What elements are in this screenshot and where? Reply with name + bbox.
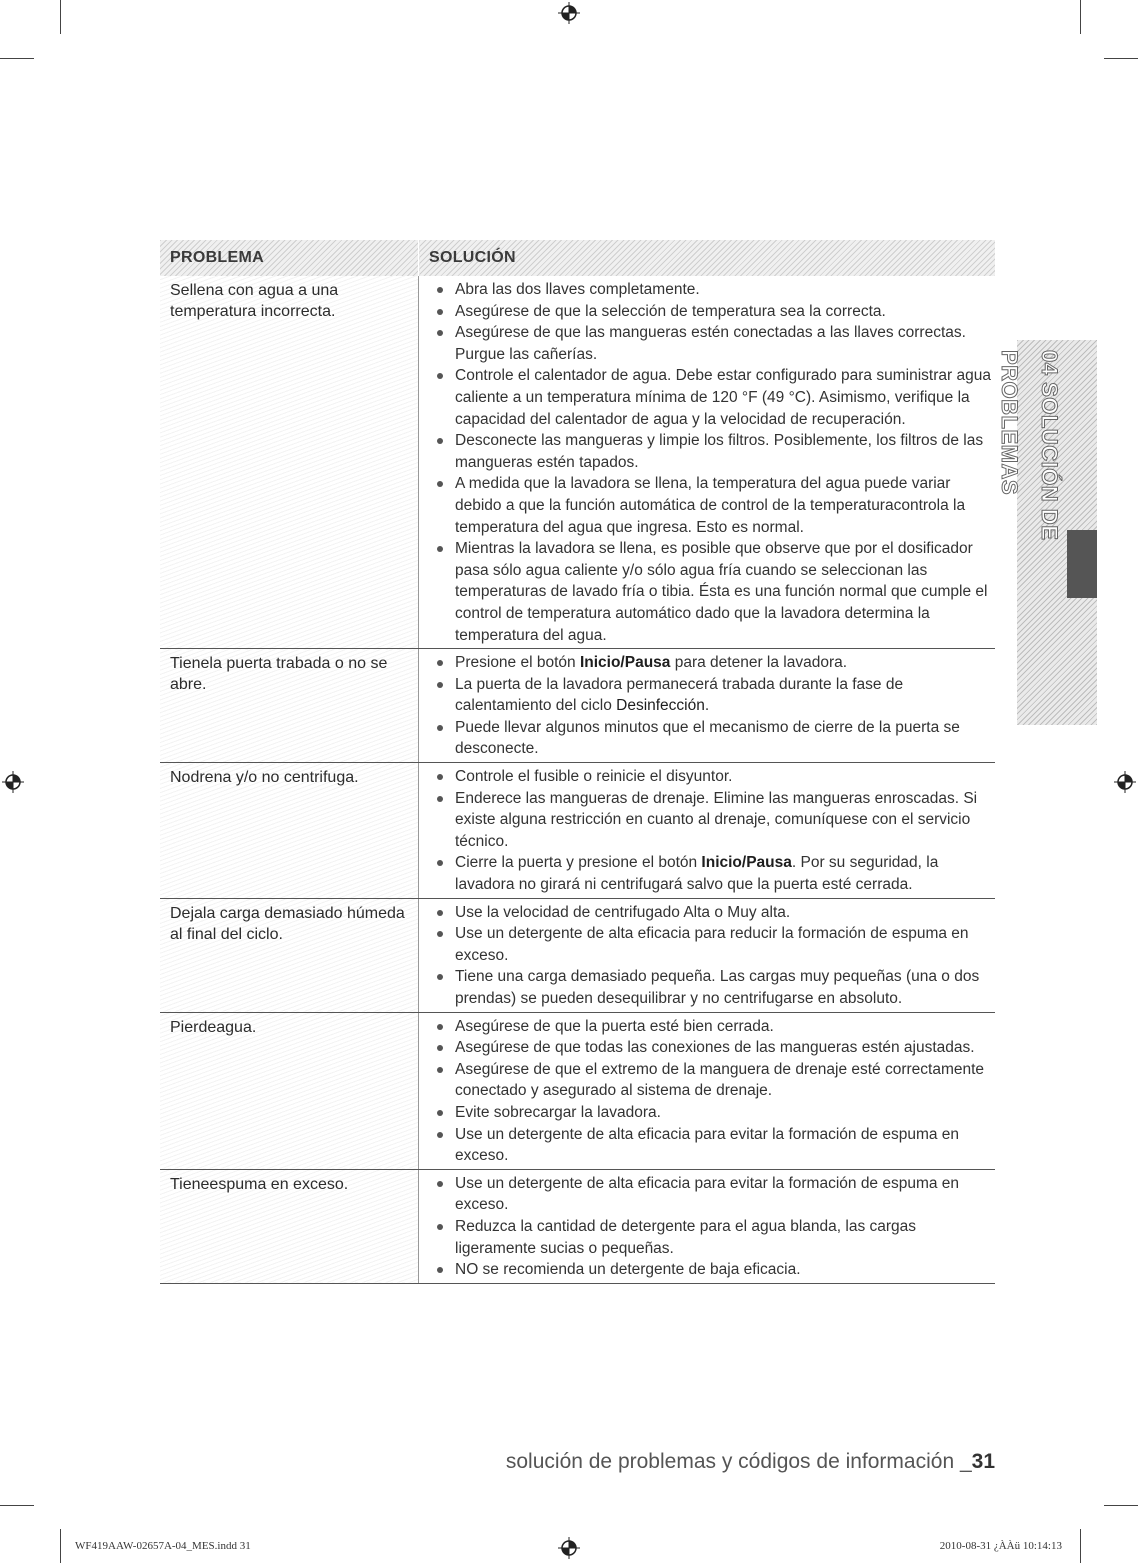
list-item: Use un detergente de alta eficacia para reducir la formación de espuma en exceso.	[433, 923, 991, 966]
solution-list	[433, 652, 991, 760]
table-header-row	[160, 240, 995, 276]
list-item: Asegúrese de que la selección de temperatura sea la correcta.	[433, 301, 991, 323]
list-item: Enderece las mangueras de drenaje. Elimine las mangueras enroscadas. Si existe alguna restricción en cuanto al drenaje, comuníquese con el servicio técnico.	[433, 788, 991, 853]
table-row	[160, 1169, 995, 1283]
solution-cell	[419, 763, 996, 899]
table-row	[160, 898, 995, 1012]
header-problem: PROBLEMA	[160, 240, 419, 276]
list-item: Reduzca la cantidad de detergente para el agua blanda, las cargas ligeramente sucias o pequeñas.	[433, 1216, 991, 1259]
item-text: Asegúrese de que las mangueras estén conectadas a las llaves correctas.	[455, 324, 966, 342]
list-item: Use un detergente de alta eficacia para evitar la formación de espuma en exceso.	[433, 1173, 991, 1216]
crop-mark	[60, 1529, 61, 1563]
list-item: Asegúrese de que la puerta esté bien cerrada.	[433, 1016, 991, 1038]
chapter-side-tab	[997, 340, 1097, 725]
list-item: A medida que la lavadora se llena, la temperatura del agua puede variar debido a que la función automática de control de la temperaturacontrola la temperatura del agua que ingresa. Esto es normal.	[433, 473, 991, 538]
problem-cell: Dejala carga demasiado húmeda al final del ciclo.	[160, 898, 419, 1012]
list-item	[433, 652, 991, 674]
troubleshooting-table	[160, 240, 995, 1284]
item-text: Cierre la puerta y presione el botón	[455, 854, 702, 872]
solution-list	[433, 766, 991, 896]
table-row	[160, 1012, 995, 1169]
header-solution: SOLUCIÓN	[419, 240, 996, 276]
table-row	[160, 649, 995, 763]
print-slug-file: WF419AAW-02657A-04_MES.indd 31	[75, 1540, 251, 1552]
solution-cell	[419, 898, 996, 1012]
registration-mark-icon	[558, 1537, 580, 1559]
registration-mark-icon	[2, 771, 24, 793]
solution-list	[433, 1016, 991, 1167]
solution-list	[433, 279, 991, 646]
list-item: Puede llevar algunos minutos que el mecanismo de cierre de la puerta se desconecte.	[433, 717, 991, 760]
item-text: .	[704, 697, 710, 715]
solution-cell	[419, 1012, 996, 1169]
list-item: Use un detergente de alta eficacia para evitar la formación de espuma en exceso.	[433, 1124, 991, 1167]
list-item: Abra las dos llaves completamente.	[433, 279, 991, 301]
item-continuation: Purgue las cañerías.	[455, 345, 598, 363]
page-number: 31	[971, 1450, 995, 1473]
problem-cell: Sellena con agua a una temperatura incorrecta.	[160, 276, 419, 649]
solution-list	[433, 902, 991, 1010]
problem-cell: Tieneespuma en exceso.	[160, 1169, 419, 1283]
list-item: Mientras la lavadora se llena, es posible que observe que por el dosificador pasa sólo agua caliente y/o sólo agua fría cuando se seleccionan las temperaturas de lavado fría o tibia. Ésta es una función normal que cumple el control de temperatura automático dado que la lavadora determina la temperatura del agua.	[433, 538, 991, 646]
button-name-inicio-pausa: Inicio/Pausa	[701, 854, 792, 872]
solution-cell	[419, 1169, 996, 1283]
crop-mark	[60, 0, 61, 34]
chapter-tab-label: 04 SOLUCIÓN DE PROBLEMAS	[997, 350, 1062, 541]
solution-cell	[419, 276, 996, 649]
chapter-tab-marker	[1067, 530, 1097, 598]
crop-mark	[1104, 58, 1138, 59]
item-text: La puerta de la lavadora permanecerá trabada durante la fase de calentamiento del ciclo	[455, 675, 904, 715]
item-text: Presione el botón	[455, 654, 580, 672]
list-item	[433, 852, 991, 895]
table-row	[160, 276, 995, 649]
footer-text: solución de problemas y códigos de información _	[505, 1450, 972, 1473]
crop-mark	[1080, 0, 1081, 34]
list-item: Desconecte las mangueras y limpie los filtros. Posiblemente, los filtros de las mangueras estén tapados.	[433, 430, 991, 473]
list-item: Asegúrese de que el extremo de la manguera de drenaje esté correctamente conectado y asegurado al sistema de drenaje.	[433, 1059, 991, 1102]
item-text: . Por su seguridad, la lavadora no girará ni centrifugará salvo que la puerta esté cerrada.	[455, 854, 939, 894]
list-item: Asegúrese de que todas las conexiones de las mangueras estén ajustadas.	[433, 1037, 991, 1059]
list-item: Controle el fusible o reinicie el disyuntor.	[433, 766, 991, 788]
list-item: Controle el calentador de agua. Debe estar configurado para suministrar agua caliente a un temperatura mínima de 120 °F (49 °C). Asimismo, verifique la capacidad del calentador de agua y la velocidad de recuperación.	[433, 365, 991, 430]
list-item	[433, 674, 991, 717]
problem-cell: Pierdeagua.	[160, 1012, 419, 1169]
registration-mark-icon	[1114, 771, 1136, 793]
crop-mark	[0, 1505, 34, 1506]
button-name-inicio-pausa: Inicio/Pausa	[579, 654, 671, 672]
item-text: para detener la lavadora.	[670, 654, 848, 672]
solution-cell	[419, 649, 996, 763]
crop-mark	[1104, 1505, 1138, 1506]
list-item: Evite sobrecargar la lavadora.	[433, 1102, 991, 1124]
crop-mark	[1080, 1529, 1081, 1563]
print-slug-date: 2010-08-31 ¿ÀÀü 10:14:13	[939, 1540, 1062, 1552]
registration-mark-icon	[558, 2, 580, 24]
list-item: NO se recomienda un detergente de baja eficacia.	[433, 1259, 991, 1281]
crop-mark	[0, 58, 34, 59]
problem-cell: Nodrena y/o no centrifuga.	[160, 763, 419, 899]
cycle-name-desinfeccion: Desinfección	[616, 697, 705, 715]
list-item: Use la velocidad de centrifugado Alta o Muy alta.	[433, 902, 991, 924]
solution-list	[433, 1173, 991, 1281]
list-item	[433, 322, 991, 365]
list-item: Tiene una carga demasiado pequeña. Las cargas muy pequeñas (una o dos prendas) se pueden desequilibrar y no centrifugarse en absoluto.	[433, 966, 991, 1009]
problem-cell: Tienela puerta trabada o no se abre.	[160, 649, 419, 763]
page-footer	[506, 1450, 995, 1474]
table-row	[160, 763, 995, 899]
